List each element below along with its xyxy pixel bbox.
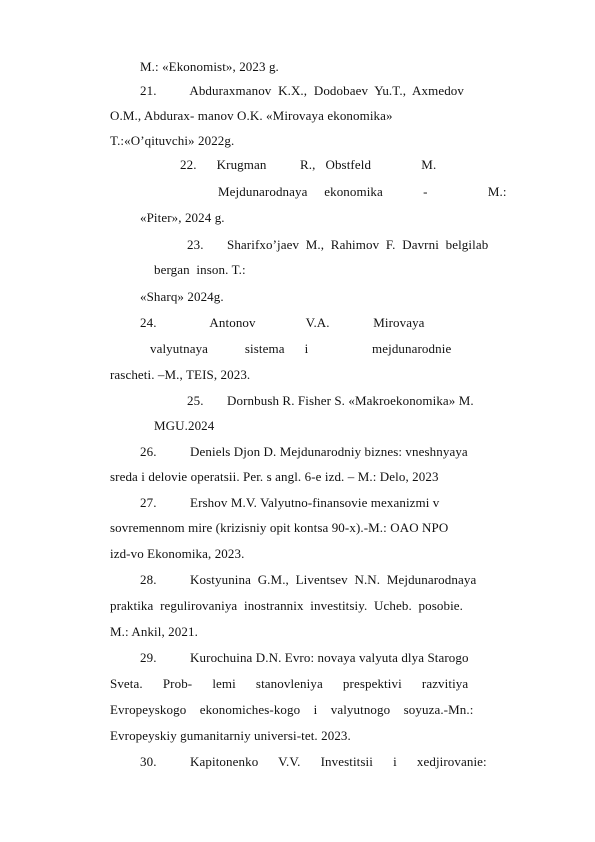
text-line: praktika regulirovaniya inostrannix investitsiy. Ucheb. posobie.	[110, 598, 464, 613]
text-line: T.:«O’qituvchi» 2022g.	[110, 133, 235, 148]
text-line: MGU.2024	[154, 418, 215, 433]
reference-25: 25. Dornbush R. Fisher S. «Makroekonomika» M.	[187, 393, 474, 408]
text-line: bergan inson. T.:	[154, 262, 246, 277]
text-line: M.: Ankil, 2021.	[110, 624, 198, 639]
reference-28: 28. Kostyunina G.M., Liventsev N.N. Mejdunarodnaya	[140, 572, 477, 587]
text-line: Evropeyskogo ekonomiches-kogo i valyutnogo soyuza.-Mn.:	[110, 702, 474, 717]
text-line: M.: «Ekonomist», 2023 g.	[140, 59, 279, 74]
reference-27: 27. Ershov M.V. Valyutno-finansovie mexanizmi v	[140, 495, 440, 510]
text-line: sovremennom mire (krizisniy opit kontsa 90-x).-M.: OAO NPO	[110, 520, 449, 535]
reference-30: 30. Kapitonenko V.V. Investitsii i xedjirovanie:	[140, 754, 487, 769]
text-line: Mejdunarodnaya ekonomika - M.:	[218, 184, 507, 199]
text-line: Sveta. Prob- lemi stanovleniya prespektivi razvitiya	[110, 676, 469, 691]
text-line: izd-vo Ekonomika, 2023.	[110, 546, 245, 561]
text-line: rascheti. –M., TEIS, 2023.	[110, 367, 251, 382]
reference-23: 23. Sharifxo’jaev M., Rahimov F. Davrni belgilab	[187, 237, 489, 252]
text-line: valyutnaya sistema i mejdunarodnie	[150, 341, 452, 356]
text-line: «Piter», 2024 g.	[140, 210, 225, 225]
text-line: O.M., Abdurax- manov O.K. «Mirovaya ekonomika»	[110, 108, 393, 123]
text-line: Evropeyskiy gumanitarniy universi-tet. 2023.	[110, 728, 351, 743]
reference-26: 26. Deniels Djon D. Mejdunarodniy biznes: vneshnyaya	[140, 444, 468, 459]
text-line: «Sharq» 2024g.	[140, 289, 224, 304]
reference-21: 21. Abduraxmanov K.X., Dodobaev Yu.T., Axmedov	[140, 83, 464, 98]
reference-29: 29. Kurochuina D.N. Evro: novaya valyuta dlya Starogo	[140, 650, 469, 665]
reference-24: 24. Antonov V.A. Mirovaya	[140, 315, 425, 330]
reference-22: 22. Krugman R., Obstfeld M.	[180, 157, 437, 172]
text-line: sreda i delovie operatsii. Per. s angl. 6-e izd. – M.: Delo, 2023	[110, 469, 439, 484]
